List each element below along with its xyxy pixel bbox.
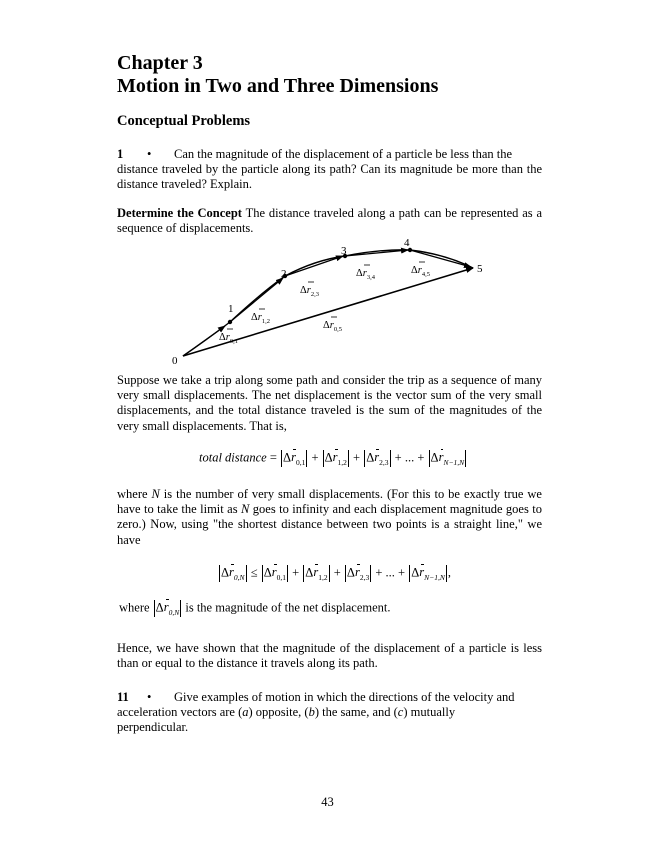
problem-text-rest [117, 705, 477, 735]
r-vector: r [163, 600, 169, 615]
subscript-01: 0,1 [276, 572, 286, 582]
subscript-0n: 0,N [168, 607, 180, 617]
displacement-diagram [165, 236, 495, 368]
r-vector: r [354, 565, 360, 580]
point-1-dot [228, 320, 232, 324]
equals-sign: = [266, 450, 281, 465]
plus-sign: + [391, 450, 405, 465]
problem-text-first-line: Can the magnitude of the displacement of a particle be less than the [174, 147, 513, 161]
subscript-n: N−1,N [424, 572, 445, 582]
r-vector: r [438, 450, 444, 465]
delta-symbol: Δ [305, 565, 314, 580]
vector-label-23 [300, 282, 319, 298]
plus-sign: + [288, 565, 303, 580]
svg-text:Δr2,3: $\Delta r_{2,3}$ [300, 285, 319, 298]
subscript-23: 2,3 [379, 457, 389, 467]
chapter-title [117, 52, 438, 98]
subscript-n: N−1,N [443, 457, 465, 467]
problem-number: 1 [117, 147, 124, 161]
svg-text:Δr1,2: $\Delta r_{1,2}$ [251, 312, 270, 325]
delta-symbol: Δ [263, 565, 272, 580]
part-c: c [397, 705, 404, 720]
variable-n: N [241, 502, 250, 517]
plus-sign: + [349, 450, 364, 465]
point-label-5: 5 [477, 263, 483, 275]
vector-label-34 [356, 265, 376, 281]
chapter-name: Motion in Two and Three Dimensions [117, 75, 439, 97]
r-vector: r [313, 565, 319, 580]
plus-sign: + [308, 450, 322, 465]
ellipsis: ... [385, 565, 395, 580]
plus-sign: + [414, 450, 428, 465]
para-text: goes to infinity and each displacement magnitude goes to zero.) Now, using "the shortest distance between two points is a straight line," we have [117, 502, 542, 547]
plus-sign: + [372, 565, 386, 580]
trip-paragraph: Suppose we take a trip along some path and consider the trip as a sequence of many very small displacements. The net displacement is the vector sum of the very small displacements, and the total distance traveled is the sum of the magnitudes of the very small displacements. That is, [117, 373, 542, 433]
less-equal-sign: ≤ [247, 565, 261, 580]
displacement-arrow-23 [285, 256, 343, 276]
delta-symbol: Δ [430, 450, 439, 465]
svg-text:Δr3,4: $\Delta r_{3,4}$ [356, 268, 375, 281]
difficulty-bullet: • [147, 690, 152, 704]
part-b: b [308, 705, 315, 720]
inequality-equation [218, 565, 451, 582]
delta-symbol: Δ [221, 565, 230, 580]
problem-text-first-line: Give examples of motion in which the directions of the velocity and [174, 690, 515, 704]
vector-label-45 [411, 262, 430, 278]
concept-paragraph [117, 206, 542, 236]
r-vector: r [229, 565, 234, 580]
variable-n: N [151, 487, 160, 501]
problem-number: 11 [117, 690, 129, 704]
r-vector: r [332, 450, 338, 465]
point-label-4: 4 [404, 237, 410, 249]
para-text: is the number of very small displacements. (For this to be exactly true we have to take the limit as [117, 487, 542, 517]
delta-symbol: Δ [283, 450, 292, 465]
para-text: where [117, 487, 152, 501]
delta-symbol: Δ [411, 565, 420, 580]
subscript-12: 1,2 [337, 457, 347, 467]
vector-label-01 [219, 329, 238, 345]
conclusion-paragraph: Hence, we have shown that the magnitude of the displacement of a particle is less than or equal to the distance it travels along its path. [117, 641, 542, 671]
plus-sign: + [394, 565, 409, 580]
r-vector: r [291, 450, 296, 465]
difficulty-bullet: • [147, 147, 152, 161]
total-distance-equation [199, 450, 467, 467]
section-heading: Conceptual Problems [117, 113, 251, 129]
subscript-12: 1,2 [318, 572, 328, 582]
svg-text:Δr4,5: $\Delta r_{4,5}$ [411, 265, 430, 278]
problem-text: acceleration vectors are ( [117, 705, 243, 720]
r-vector: r [271, 565, 277, 580]
problem-text: ) opposite, ( [248, 705, 309, 720]
problem-text: ) mutually perpendicular. [117, 705, 456, 735]
page-number: 43 [321, 795, 334, 809]
delta-symbol: Δ [324, 450, 333, 465]
where-line [119, 600, 391, 617]
concept-text: The distance traveled along a path can be represented as a sequence of displacements. [117, 206, 542, 236]
where-word: where [119, 600, 153, 615]
subscript-01: 0,1 [295, 457, 306, 467]
vector-label-05 [323, 317, 342, 333]
subscript-23: 2,3 [359, 572, 370, 582]
plus-sign: + [330, 565, 344, 580]
point-label-1: 1 [228, 303, 234, 315]
subscript-0n: 0,N [233, 572, 245, 582]
ellipsis: ... [404, 450, 415, 465]
point-label-3: 3 [341, 245, 347, 257]
problem-text-rest: distance traveled by the particle along its path? Can its magnitude be more than the distance traveled? Explain. [117, 162, 542, 192]
concept-label: Determine the Concept [117, 206, 242, 220]
delta-symbol: Δ [155, 600, 164, 615]
r-vector: r [374, 450, 380, 465]
limit-paragraph [117, 487, 542, 548]
point-label-2: 2 [281, 268, 287, 280]
r-vector: r [419, 565, 425, 580]
problem-text: ) the same, and ( [314, 705, 398, 720]
chapter-number: Chapter 3 [117, 52, 203, 74]
equation-lhs: total distance [199, 450, 267, 465]
vector-label-12 [251, 309, 270, 325]
delta-symbol: Δ [346, 565, 355, 580]
svg-text:Δr0,1: $\Delta r_{0,1}$ [219, 332, 238, 345]
problem-1 [117, 147, 542, 193]
delta-symbol: Δ [366, 450, 375, 465]
comma: , [447, 565, 451, 580]
problem-11 [117, 690, 542, 736]
point-label-0: 0 [172, 355, 178, 367]
part-a: a [242, 705, 249, 720]
svg-text:Δr0,5: $\Delta r_{0,5}$ [323, 320, 342, 333]
where-text: is the magnitude of the net displacement. [182, 600, 391, 615]
